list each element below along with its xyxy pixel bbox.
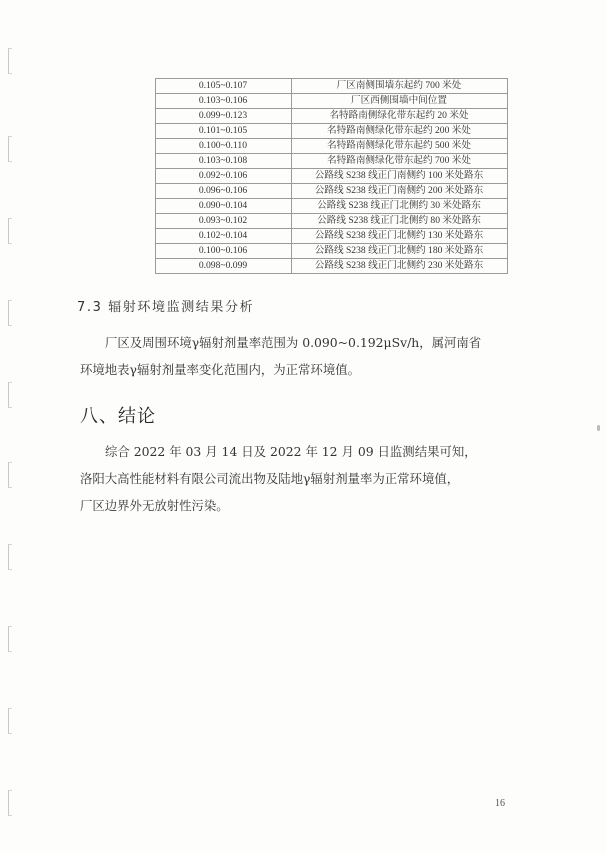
table-row <box>75 94 507 109</box>
paragraph-line: 综合 2022 年 03 月 14 日及 2022 年 12 月 09 日监测结果可知， <box>105 444 477 459</box>
table-body <box>75 79 507 274</box>
table-row <box>75 139 507 154</box>
conclusion-paragraph <box>80 438 510 519</box>
table-cell-blank <box>75 124 155 139</box>
scan-margin-mark <box>8 462 12 488</box>
table-row <box>75 79 507 94</box>
scan-margin-mark <box>8 218 12 244</box>
scan-margin-mark <box>8 382 12 408</box>
paragraph-line: 厂区边界外无放射性污染。 <box>80 498 229 513</box>
scan-margin-mark <box>8 790 12 816</box>
monitoring-location-cell: 名特路南侧绿化带东起约 20 米处 <box>291 109 507 124</box>
dose-rate-range-cell: 0.098~0.099 <box>155 259 291 274</box>
table-cell-blank <box>75 139 155 154</box>
table-cell-blank <box>75 169 155 184</box>
scan-margin-mark <box>8 544 12 570</box>
table-cell-blank <box>75 229 155 244</box>
monitoring-location-cell: 名特路南侧绿化带东起约 700 米处 <box>291 154 507 169</box>
monitoring-location-cell: 名特路南侧绿化带东起约 500 米处 <box>291 139 507 154</box>
section-7-3-heading: 7.3 辐射环境监测结果分析 <box>77 300 255 315</box>
monitoring-location-cell: 公路线 S238 线正门北侧约 130 米处路东 <box>291 229 507 244</box>
table-cell-blank <box>75 184 155 199</box>
scan-margin-mark <box>8 626 12 652</box>
dose-rate-range-cell: 0.101~0.105 <box>155 124 291 139</box>
scan-margin-mark <box>8 136 12 162</box>
scan-margin-mark <box>8 300 12 326</box>
monitoring-location-cell: 公路线 S238 线正门北侧约 180 米处路东 <box>291 244 507 259</box>
table-cell-blank <box>75 94 155 109</box>
dose-rate-range-cell: 0.096~0.106 <box>155 184 291 199</box>
scan-edge-mark <box>597 425 600 431</box>
monitoring-location-cell: 公路线 S238 线正门南侧约 100 米处路东 <box>291 169 507 184</box>
table-row <box>75 109 507 124</box>
table-row <box>75 259 507 274</box>
monitoring-location-cell: 公路线 S238 线正门北侧约 230 米处路东 <box>291 259 507 274</box>
section-8-heading: 八、结论 <box>80 406 156 427</box>
table-cell-blank <box>75 154 155 169</box>
monitoring-results-table <box>75 78 508 274</box>
scan-margin-mark <box>8 48 12 74</box>
dose-rate-range-cell: 0.099~0.123 <box>155 109 291 124</box>
monitoring-location-cell: 名特路南侧绿化带东起约 200 米处 <box>291 124 507 139</box>
table-cell-blank <box>75 109 155 124</box>
dose-rate-range-cell: 0.100~0.106 <box>155 244 291 259</box>
table-cell-blank <box>75 199 155 214</box>
dose-rate-range-cell: 0.103~0.106 <box>155 94 291 109</box>
table-row <box>75 184 507 199</box>
table-cell-blank <box>75 79 155 94</box>
section-7-3-paragraph <box>80 329 510 383</box>
paragraph-line: 洛阳大高性能材料有限公司流出物及陆地γ辐射剂量率为正常环境值， <box>80 471 460 486</box>
dose-rate-range-cell: 0.103~0.108 <box>155 154 291 169</box>
dose-rate-range-cell: 0.092~0.106 <box>155 169 291 184</box>
table-row <box>75 229 507 244</box>
page-number: 16 <box>495 798 505 809</box>
table-row <box>75 244 507 259</box>
paragraph-line: 环境地表γ辐射剂量率变化范围内，为正常环境值。 <box>80 362 360 377</box>
table-row <box>75 124 507 139</box>
table-cell-blank <box>75 214 155 229</box>
dose-rate-range-cell: 0.100~0.110 <box>155 139 291 154</box>
dose-rate-range-cell: 0.102~0.104 <box>155 229 291 244</box>
table-row <box>75 199 507 214</box>
table-row <box>75 169 507 184</box>
paragraph-line: 厂区及周围环境γ辐射剂量率范围为 0.090~0.192μSv/h，属河南省 <box>105 335 482 350</box>
dose-rate-range-cell: 0.105~0.107 <box>155 79 291 94</box>
monitoring-location-cell: 厂区西侧围墙中间位置 <box>291 94 507 109</box>
table-row <box>75 154 507 169</box>
scan-margin-mark <box>8 708 12 734</box>
monitoring-location-cell: 公路线 S238 线正门北侧约 80 米处路东 <box>291 214 507 229</box>
monitoring-location-cell: 公路线 S238 线正门南侧约 200 米处路东 <box>291 184 507 199</box>
dose-rate-range-cell: 0.090~0.104 <box>155 199 291 214</box>
table-cell-blank <box>75 244 155 259</box>
monitoring-location-cell: 厂区南侧围墙东起约 700 米处 <box>291 79 507 94</box>
monitoring-location-cell: 公路线 S238 线正门北侧约 30 米处路东 <box>291 199 507 214</box>
dose-rate-range-cell: 0.093~0.102 <box>155 214 291 229</box>
table-cell-blank <box>75 259 155 274</box>
table-row <box>75 214 507 229</box>
